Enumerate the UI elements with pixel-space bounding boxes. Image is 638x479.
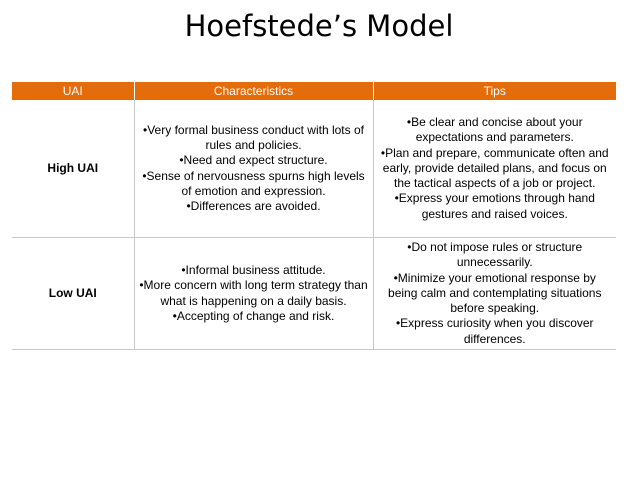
header-tips: Tips (373, 82, 616, 100)
characteristics-line: •Need and expect structure. (179, 153, 328, 168)
characteristics-line: of emotion and expression. (181, 183, 326, 198)
tips-line: being calm and contemplating situations (388, 285, 602, 300)
tips-line: gestures and raised voices. (421, 206, 568, 221)
tips-line: before speaking. (450, 301, 540, 316)
characteristics-line: •Differences are avoided. (186, 198, 321, 213)
row-label-low-uai: Low UAI (12, 238, 134, 350)
row-label-high-uai: High UAI (12, 100, 134, 238)
tips-line: •Minimize your emotional response by (393, 270, 596, 285)
tips-line: •Express curiosity when you discover (395, 316, 594, 331)
tips-cell-high-uai (373, 100, 616, 238)
header-uai: UAI (12, 82, 134, 100)
characteristics-line: •Accepting of change and risk. (172, 308, 335, 323)
characteristics-line: •Sense of nervousness spurns high levels (142, 168, 365, 183)
characteristics-line: •Very formal business conduct with lots of (143, 122, 364, 137)
tips-line: expectations and parameters. (415, 130, 574, 145)
characteristics-line: •Informal business attitude. (181, 263, 326, 278)
tips-line: •Be clear and concise about your (406, 115, 583, 130)
tips-line: early, provide detailed plans, and focus on (382, 160, 607, 175)
tips-line: the tactical aspects of a job or project. (394, 176, 596, 191)
table-header-row (12, 82, 616, 100)
characteristics-line: what is happening on a daily basis. (160, 293, 347, 308)
header-characteristics: Characteristics (134, 82, 373, 100)
characteristics-line: rules and policies. (205, 138, 302, 153)
tips-cell-low-uai (373, 238, 616, 350)
characteristics-line: •More concern with long term strategy than (139, 278, 368, 293)
tips-line: unnecessarily. (456, 255, 533, 270)
table-row-high-uai (12, 100, 616, 238)
table-row-low-uai (12, 238, 616, 350)
characteristics-cell-low-uai (134, 238, 373, 350)
characteristics-cell-high-uai (134, 100, 373, 238)
slide-title: Hoefstede’s Model (184, 9, 454, 43)
uai-table (12, 82, 616, 350)
tips-line: •Plan and prepare, communicate often and (380, 145, 609, 160)
tips-line: differences. (463, 331, 526, 346)
tips-line: •Express your emotions through hand (394, 191, 595, 206)
tips-line: •Do not impose rules or structure (407, 240, 583, 255)
